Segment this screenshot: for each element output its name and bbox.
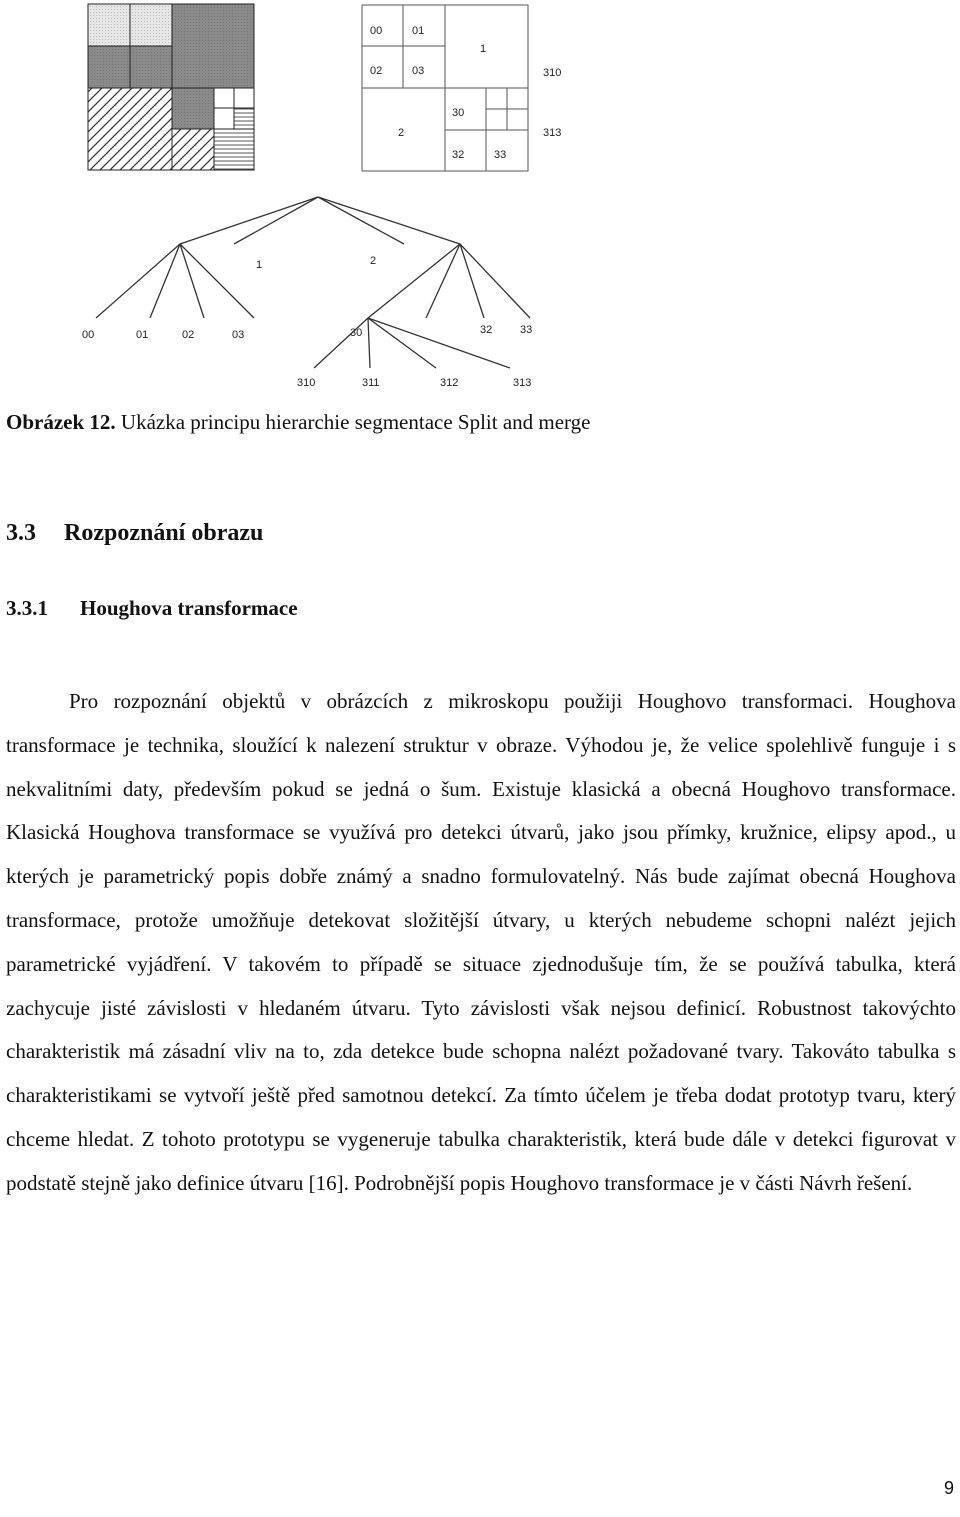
tree-node-2: 2 <box>370 255 377 267</box>
tree-node-labels <box>82 255 532 389</box>
page-number: 9 <box>943 1478 954 1498</box>
section-title: Rozpoznání obrazu <box>64 520 264 546</box>
paragraph: Pro rozpoznání objektů v obrázcích z mikroskopu použiji Houghovo transformaci. Houghova transformace je technika, sloužící k nalezení struktur v obraze. Výhodou je, že velice spolehlivě funguje i s nekvalitními daty, především pokud se jedná o šum. Existuje klasická a obecná Houghovo transformace. Klasická Houghova transformace se využívá pro detekci útvarů, jako jsou přímky, kružnice, elipsy apod., u kterých je parametrický popis dobře známý a snadno formulovatelný. Nás bude zajímat obecná Houghova transformace, protože umožňuje detekovat složitější útvary, u kterých nebudeme schopni nalézt jejich parametrické vyjádření. V takovém to případě se situace zjednodušuje tím, že se používá tabulka, která zachycuje jisté závislosti v hledaném útvaru. Tyto závislosti však nejsou definicí. Robustnost takovýchto charakteristik má zásadní vliv na to, zda detekce bude schopna nalézt požadované tvary. Takováto tabulka s charakteristikami se vytvoří ještě před samotnou detekcí. Za tímto účelem je třeba dodat prototyp tvaru, který chceme hledat. Z tohoto prototypu se vygeneruje tabulka charakteristik, která bude dále v detekci figurovat v podstatě stejně jako definice útvaru [16]. Podrobnější popis Houghovo transformace je v části Návrh řešení. <box>6 689 956 1195</box>
split-and-merge-figure <box>0 0 960 400</box>
caption-label: Obrázek 12. <box>6 410 116 434</box>
section-number: 3.3 <box>6 520 36 546</box>
figure-caption <box>6 408 591 436</box>
tree-node-00: 00 <box>82 329 95 341</box>
hierarchy-tree <box>96 197 533 368</box>
tree-node-03: 03 <box>232 329 245 341</box>
tree-node-1: 1 <box>256 259 263 271</box>
tree-node-32: 32 <box>480 324 493 336</box>
label-313: 313 <box>543 127 562 139</box>
label-33: 33 <box>494 149 507 161</box>
quadtree-text-labels <box>370 25 561 161</box>
label-00: 00 <box>370 25 383 37</box>
label-2: 2 <box>398 127 405 139</box>
tree-node-310: 310 <box>297 377 316 389</box>
tree-node-30: 30 <box>350 327 363 339</box>
section-heading <box>6 520 263 547</box>
tree-node-311: 311 <box>362 377 380 389</box>
tree-node-313: 313 <box>513 377 532 389</box>
subsection-heading <box>6 596 298 621</box>
label-01: 01 <box>412 25 425 37</box>
subsection-title: Houghova transformace <box>80 596 298 620</box>
body-text <box>6 680 956 1206</box>
tree-node-312: 312 <box>440 377 459 389</box>
tree-node-01: 01 <box>136 329 149 341</box>
label-30: 30 <box>452 107 465 119</box>
quadtree-labels-diagram <box>362 5 528 171</box>
label-02: 02 <box>370 65 383 77</box>
caption-text: Ukázka principu hierarchie segmentace Split and merge <box>115 410 591 434</box>
label-32: 32 <box>452 149 465 161</box>
label-03: 03 <box>412 65 425 77</box>
label-1: 1 <box>480 43 487 55</box>
segmented-image <box>88 4 254 170</box>
tree-node-02: 02 <box>182 329 195 341</box>
subsection-number: 3.3.1 <box>6 596 48 620</box>
tree-node-33: 33 <box>520 324 533 336</box>
label-310: 310 <box>543 67 562 79</box>
